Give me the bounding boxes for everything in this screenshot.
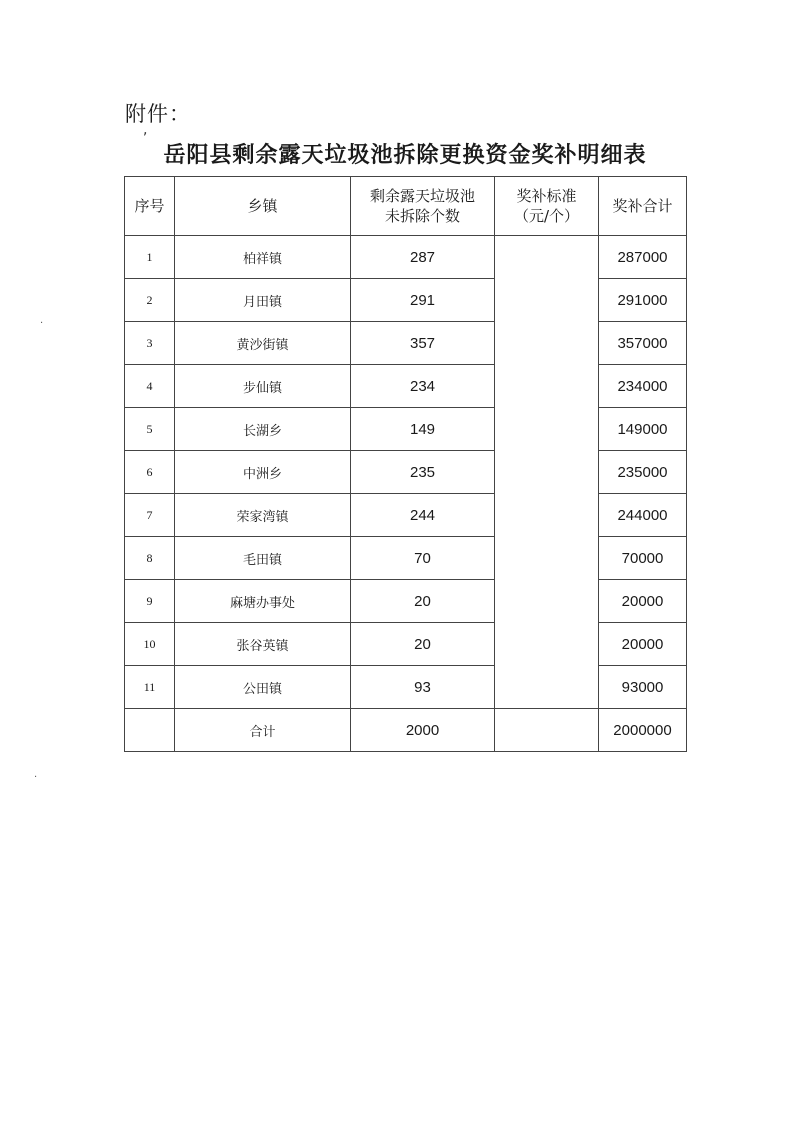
remaining-count-cell: 234 xyxy=(351,365,495,408)
sum-standard-cell xyxy=(495,709,599,752)
remaining-count-cell: 93 xyxy=(351,666,495,709)
town-cell: 公田镇 xyxy=(175,666,351,709)
town-cell: 黄沙街镇 xyxy=(175,322,351,365)
seq-cell: 6 xyxy=(125,451,175,494)
town-cell: 麻塘办事处 xyxy=(175,580,351,623)
subsidy-total-cell: 93000 xyxy=(599,666,687,709)
table-row xyxy=(125,580,687,623)
subsidy-total-cell: 235000 xyxy=(599,451,687,494)
subsidy-total-cell: 357000 xyxy=(599,322,687,365)
subsidy-total-cell: 20000 xyxy=(599,580,687,623)
remaining-count-cell: 244 xyxy=(351,494,495,537)
seq-cell: 10 xyxy=(125,623,175,666)
header-seq: 序号 xyxy=(125,177,175,236)
town-cell: 步仙镇 xyxy=(175,365,351,408)
town-cell: 荣家湾镇 xyxy=(175,494,351,537)
seq-cell: 9 xyxy=(125,580,175,623)
header-standard-line2: （元/个） xyxy=(513,207,580,225)
header-remaining-line1: 剩余露天垃圾池 xyxy=(369,187,475,205)
table-row xyxy=(125,236,687,279)
table-row xyxy=(125,666,687,709)
header-town: 乡镇 xyxy=(175,177,351,236)
seq-cell: 4 xyxy=(125,365,175,408)
standard-cell xyxy=(495,236,599,709)
subsidy-total-cell: 287000 xyxy=(599,236,687,279)
table-body xyxy=(125,236,687,752)
subsidy-total-cell: 149000 xyxy=(599,408,687,451)
remaining-count-cell: 149 xyxy=(351,408,495,451)
table-row xyxy=(125,279,687,322)
subsidy-total-cell: 20000 xyxy=(599,623,687,666)
table-row xyxy=(125,408,687,451)
town-cell: 柏祥镇 xyxy=(175,236,351,279)
scan-mark: , xyxy=(143,122,148,138)
town-cell: 长湖乡 xyxy=(175,408,351,451)
seq-cell: 1 xyxy=(125,236,175,279)
seq-cell: 3 xyxy=(125,322,175,365)
town-cell: 中洲乡 xyxy=(175,451,351,494)
table-header-row xyxy=(125,177,687,236)
subsidy-total-cell: 244000 xyxy=(599,494,687,537)
seq-cell: 8 xyxy=(125,537,175,580)
town-cell: 月田镇 xyxy=(175,279,351,322)
table-row xyxy=(125,494,687,537)
sum-seq-cell xyxy=(125,709,175,752)
town-cell: 毛田镇 xyxy=(175,537,351,580)
table-row xyxy=(125,365,687,408)
table-row xyxy=(125,451,687,494)
remaining-count-cell: 70 xyxy=(351,537,495,580)
sum-count-cell: 2000 xyxy=(351,709,495,752)
document-title: 岳阳县剩余露天垃圾池拆除更换资金奖补明细表 xyxy=(163,143,647,168)
header-standard-line1: 奖补标准 xyxy=(516,187,577,205)
table-row xyxy=(125,623,687,666)
seq-cell: 7 xyxy=(125,494,175,537)
seq-cell: 11 xyxy=(125,666,175,709)
remaining-count-cell: 20 xyxy=(351,623,495,666)
sum-total-cell: 2000000 xyxy=(599,709,687,752)
subsidy-table xyxy=(124,176,687,752)
remaining-count-cell: 235 xyxy=(351,451,495,494)
remaining-count-cell: 291 xyxy=(351,279,495,322)
header-total: 奖补合计 xyxy=(599,177,687,236)
scan-speck: · xyxy=(40,318,44,329)
seq-cell: 5 xyxy=(125,408,175,451)
remaining-count-cell: 287 xyxy=(351,236,495,279)
remaining-count-cell: 20 xyxy=(351,580,495,623)
table-row xyxy=(125,322,687,365)
subsidy-total-cell: 70000 xyxy=(599,537,687,580)
subsidy-total-cell: 291000 xyxy=(599,279,687,322)
scan-speck: · xyxy=(34,772,38,783)
town-cell: 张谷英镇 xyxy=(175,623,351,666)
seq-cell: 2 xyxy=(125,279,175,322)
remaining-count-cell: 357 xyxy=(351,322,495,365)
header-remaining xyxy=(351,177,495,236)
subsidy-total-cell: 234000 xyxy=(599,365,687,408)
sum-row xyxy=(125,709,687,752)
header-remaining-line2: 未拆除个数 xyxy=(384,207,460,225)
table-row xyxy=(125,537,687,580)
header-standard xyxy=(495,177,599,236)
attachment-label: 附件： xyxy=(125,102,191,126)
sum-label-cell: 合计 xyxy=(175,709,351,752)
